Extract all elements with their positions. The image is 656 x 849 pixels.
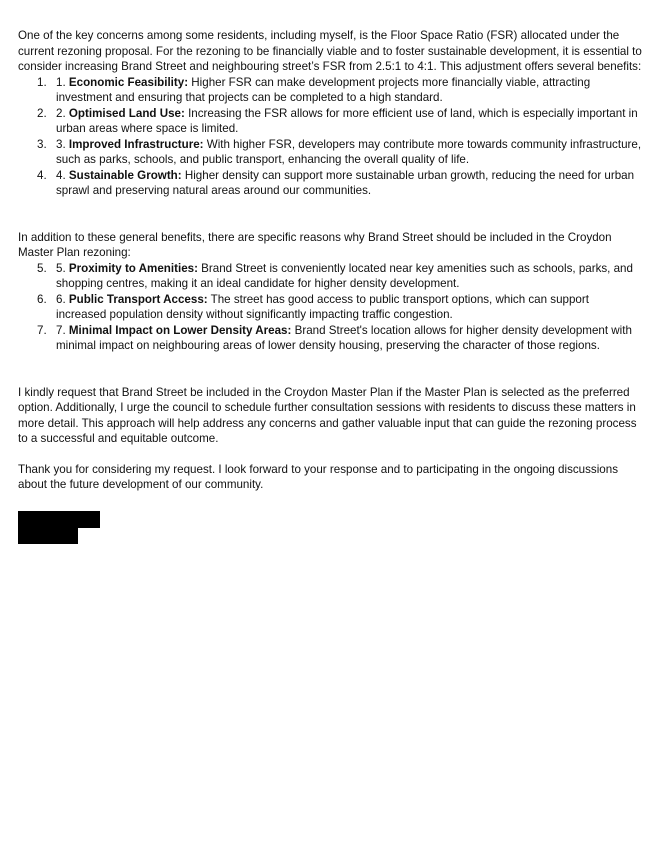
paragraph-fsr-concern: One of the key concerns among some residents, including myself, is the Floor Space Ratio (FSR) allocated under the current rezoning proposal. For the rezoning to be financially viable and to foster sustainable development, it is essential to consider increasing Brand Street and neighbouring street’s FSR from 2.5:1 to 4:1. This adjustment offers several benefits:	[18, 29, 642, 73]
list-item	[18, 168, 642, 199]
item-title: Economic Feasibility:	[68, 75, 189, 89]
item-prefix: 5.	[56, 261, 69, 275]
item-text: Brand Street is conveniently located near key amenities such as schools, parks, and shopping centres, making it an ideal candidate for higher density development.	[56, 261, 633, 290]
item-title: Proximity to Amenities:	[68, 261, 198, 275]
list-marker: 3.	[37, 137, 47, 151]
item-text: Higher FSR can make development projects more financially viable, attracting investment and ensuring that projects can be completed to a high standard.	[56, 75, 591, 104]
item-title: Sustainable Growth:	[68, 168, 182, 182]
list-marker: 2.	[37, 106, 47, 120]
list-marker: 4.	[37, 168, 47, 182]
spacer	[18, 199, 642, 230]
spacer	[18, 354, 642, 385]
list-marker: 5.	[37, 261, 47, 275]
item-prefix: 6.	[56, 292, 69, 306]
item-title: Minimal Impact on Lower Density Areas:	[68, 323, 292, 337]
list-item	[18, 137, 642, 168]
redacted-signature-block	[18, 511, 100, 544]
list-marker: 6.	[37, 292, 47, 306]
paragraph-specific-reasons: In addition to these general benefits, there are specific reasons why Brand Street should be included in the Croydon Master Plan rezoning:	[18, 230, 612, 259]
paragraph-request: I kindly request that Brand Street be included in the Croydon Master Plan if the Master Plan is selected as the preferred option. Additionally, I urge the council to schedule further consultation sessions with residents to discuss these matters in more detail. This approach will help address any concerns and gather valuable input that can guide the rezoning process to a successful and equitable outcome.	[18, 385, 637, 445]
item-title: Public Transport Access:	[68, 292, 208, 306]
item-prefix: 2.	[56, 106, 69, 120]
item-title: Improved Infrastructure:	[68, 137, 204, 151]
list-marker: 7.	[37, 323, 47, 337]
item-title: Optimised Land Use:	[68, 106, 185, 120]
list-item	[18, 261, 642, 292]
list-item	[18, 75, 642, 106]
item-prefix: 7.	[56, 323, 69, 337]
list-item	[18, 106, 642, 137]
list-item	[18, 292, 642, 323]
specific-reasons-list	[18, 261, 642, 354]
letter-body	[18, 28, 642, 493]
general-benefits-list	[18, 75, 642, 199]
redaction-bar	[18, 528, 78, 544]
item-text: Increasing the FSR allows for more efficient use of land, which is especially important in urban areas where space is limited.	[56, 106, 638, 135]
item-text: The street has good access to public transport options, which can support increased population density without significantly impacting traffic congestion.	[56, 292, 589, 321]
item-text: With higher FSR, developers may contribute more towards community infrastructure, such as parks, schools, and public transport, enhancing the overall quality of life.	[56, 137, 642, 166]
item-prefix: 1.	[56, 75, 69, 89]
redaction-bar	[18, 511, 100, 528]
item-prefix: 3.	[56, 137, 69, 151]
item-text: Brand Street's location allows for higher density development with minimal impact on neighbouring areas of lower density housing, preserving the character of those regions.	[56, 323, 632, 352]
list-item	[18, 323, 642, 354]
item-prefix: 4.	[56, 168, 69, 182]
item-text: Higher density can support more sustainable urban growth, reducing the need for urban sprawl and preserving natural areas around our communities.	[56, 168, 635, 197]
paragraph-thanks: Thank you for considering my request. I look forward to your response and to participating in the ongoing discussions about the future development of our community.	[18, 462, 618, 491]
list-marker: 1.	[37, 75, 47, 89]
